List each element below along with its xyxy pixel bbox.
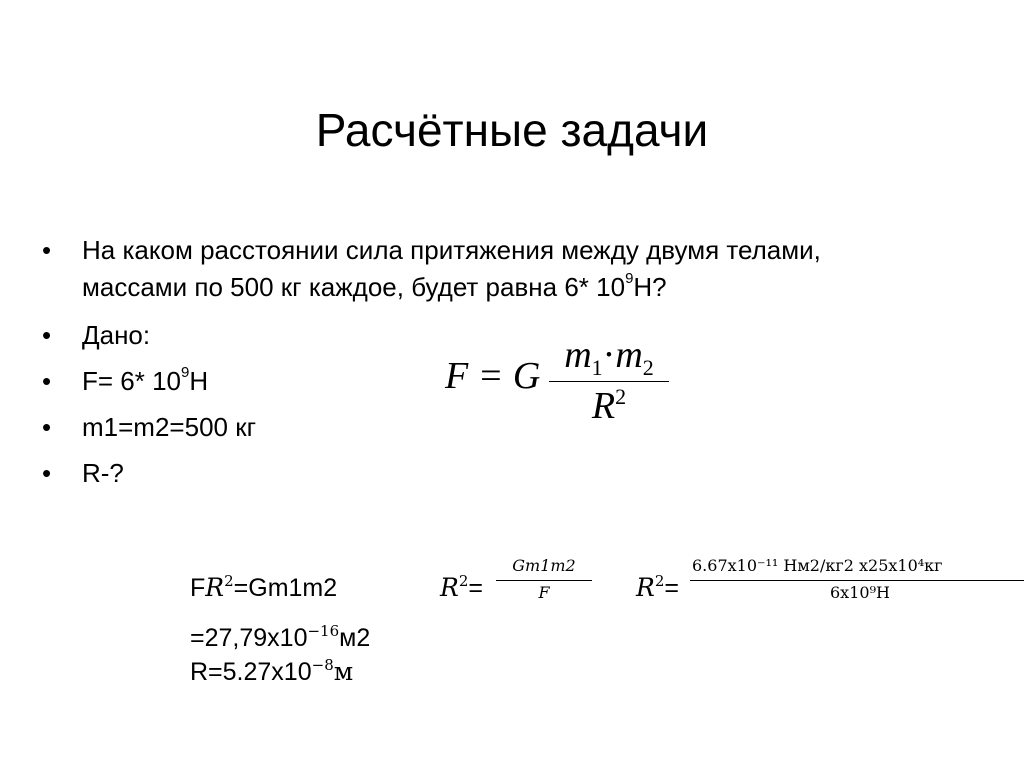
calc-eq3-lhs: [636, 572, 679, 607]
masses-text: m1=m2=500 кг: [82, 412, 257, 442]
eq3-numerator: 6.67x10⁻¹¹ Нм2/кг2 x25x10⁴кг: [692, 556, 943, 575]
eq2-numerator: Gm1m2: [512, 556, 576, 575]
eq3-denominator: 6x10⁹Н: [830, 583, 890, 602]
problem-statement: [38, 232, 821, 306]
given-label: [38, 317, 821, 354]
formula-R: R: [591, 385, 616, 427]
result1-unit: м2: [339, 624, 371, 652]
formula-R-exp: 2: [615, 384, 627, 409]
result2-value: R=5.27x10: [190, 658, 312, 686]
formula-lhs: F = G: [445, 355, 541, 397]
given-masses: [38, 409, 821, 446]
formula-m1: m: [564, 334, 592, 376]
eq1-rhs: =Gm1m2: [233, 574, 338, 602]
eq3-equals: =: [664, 574, 679, 602]
calc-eq2-fraction: [496, 556, 592, 605]
result2-unit: м: [333, 657, 354, 686]
problem-exponent: 9: [625, 270, 634, 288]
eq1-exp: 2: [224, 572, 234, 590]
problem-line-2: массами по 500 кг каждое, будет равна 6* 10: [82, 272, 626, 302]
result1-value: =27,79x10: [190, 624, 308, 652]
problem-line-1: На каком расстоянии сила притяжения между двумя телами,: [82, 235, 821, 265]
formula-fraction: [549, 334, 669, 435]
result1-exp: −16: [307, 622, 340, 640]
formula-denominator: [549, 382, 669, 435]
calc-eq2-lhs: [440, 572, 483, 607]
calc-result-1: [190, 622, 370, 657]
force-prefix: F= 6* 10: [82, 366, 182, 396]
calc-eq3-fraction: [690, 556, 1024, 605]
formula-m1-sub: 1: [591, 355, 603, 380]
force-unit: Н: [189, 366, 209, 396]
formula-m2-sub: 2: [642, 355, 654, 380]
calc-result-2: [190, 656, 353, 691]
eq1-F: F: [190, 574, 206, 602]
formula-m2: m: [615, 334, 643, 376]
unknown: [38, 455, 821, 492]
result2-exp: −8: [311, 656, 334, 674]
eq2-equals: =: [468, 574, 483, 602]
given-list: [38, 232, 821, 501]
formula-numerator: [549, 334, 669, 381]
gravity-formula: [445, 334, 685, 434]
force-exponent: 9: [181, 364, 190, 382]
problem-unit: Н?: [633, 272, 667, 302]
slide-title: Расчётные задачи: [315, 104, 709, 156]
unknown-text: R-?: [82, 458, 124, 488]
eq2-R: R: [440, 573, 459, 602]
eq3-exp: 2: [654, 572, 665, 590]
formula-dot: ·: [602, 334, 616, 376]
calc-eq1: [190, 572, 337, 607]
eq2-denominator: F: [538, 583, 550, 602]
given-force: [38, 363, 821, 400]
eq3-R: R: [636, 573, 655, 602]
given-label-text: Дано:: [82, 320, 151, 350]
eq1-R: R: [205, 573, 225, 602]
eq2-exp: 2: [458, 572, 469, 590]
